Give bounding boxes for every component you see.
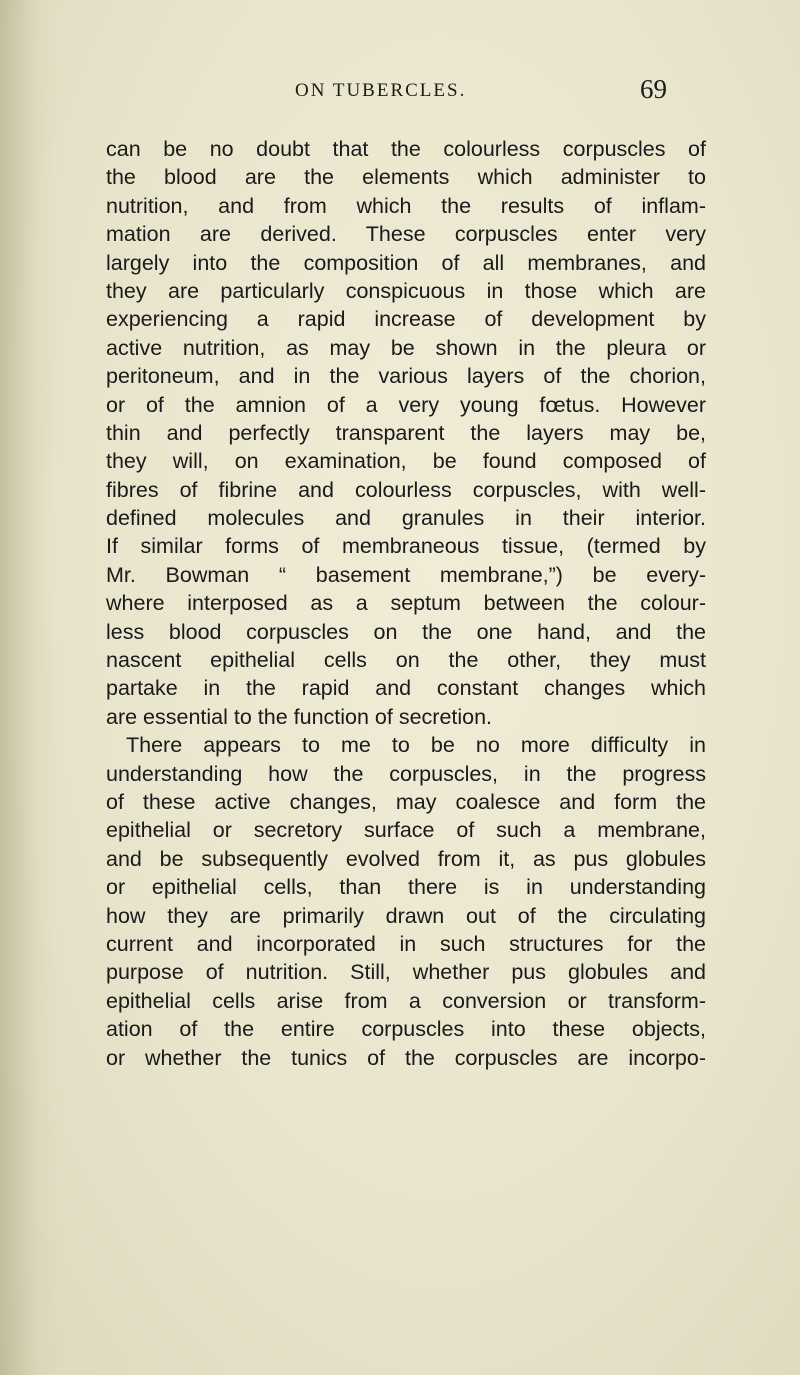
text-line: how they are primarily drawn out of the circulating <box>106 903 706 928</box>
text-line: where interposed as a septum between the colour- <box>106 591 706 616</box>
text-line: or of the amnion of a very young fœtus. However <box>106 392 706 417</box>
text-line: If similar forms of membraneous tissue, (termed by <box>106 534 706 559</box>
text-line: they are particularly conspicuous in those which are <box>106 278 706 303</box>
text-line: and be subsequently evolved from it, as pus globules <box>106 846 706 871</box>
text-line: or epithelial cells, than there is in understanding <box>106 875 706 900</box>
text-line: understanding how the corpuscles, in the progress <box>106 761 706 786</box>
text-line: epithelial cells arise from a conversion or transform- <box>106 988 706 1013</box>
text-line: ation of the entire corpuscles into these objects, <box>106 1017 706 1042</box>
text-line: Mr. Bowman “ basement membrane,”) be every- <box>106 562 706 587</box>
text-line: or whether the tunics of the corpuscles are incorpo- <box>106 1045 706 1070</box>
text-line: active nutrition, as may be shown in the pleura or <box>106 335 706 360</box>
text-line: of these active changes, may coalesce and form the <box>106 789 706 814</box>
text-line: purpose of nutrition. Still, whether pus globules and <box>106 960 706 985</box>
text-line: nutrition, and from which the results of inflam- <box>106 193 706 218</box>
text-line: experiencing a rapid increase of development by <box>106 307 706 332</box>
gutter-shadow <box>0 0 60 1375</box>
text-line: defined molecules and granules in their interior. <box>106 506 706 531</box>
page-number: 69 <box>640 74 667 104</box>
text-line: current and incorporated in such structures for the <box>106 931 706 956</box>
text-line: can be no doubt that the colourless corpuscles of <box>106 137 706 161</box>
body-text <box>106 135 706 1072</box>
paragraph-start-line: There appears to me to be no more difficulty in <box>126 733 706 758</box>
paragraph-end-line: are essential to the function of secretion. <box>106 704 493 729</box>
page-header <box>0 74 800 110</box>
text-line: epithelial or secretory surface of such a membrane, <box>106 818 706 843</box>
text-line: mation are derived. These corpuscles enter very <box>106 222 706 247</box>
text-line: peritoneum, and in the various layers of the chorion, <box>106 364 706 389</box>
text-line: fibres of fibrine and colourless corpuscles, with well- <box>106 477 706 502</box>
running-head: ON TUBERCLES. <box>295 80 467 101</box>
text-line: partake in the rapid and constant changes which <box>106 676 706 701</box>
text-line: the blood are the elements which administer to <box>106 165 706 190</box>
text-line: they will, on examination, be found composed of <box>106 449 706 474</box>
text-line: largely into the composition of all membranes, and <box>106 250 706 275</box>
text-line: less blood corpuscles on the one hand, and the <box>106 619 706 644</box>
text-line: nascent epithelial cells on the other, they must <box>106 648 706 673</box>
text-line: thin and perfectly transparent the layers may be, <box>106 420 706 445</box>
